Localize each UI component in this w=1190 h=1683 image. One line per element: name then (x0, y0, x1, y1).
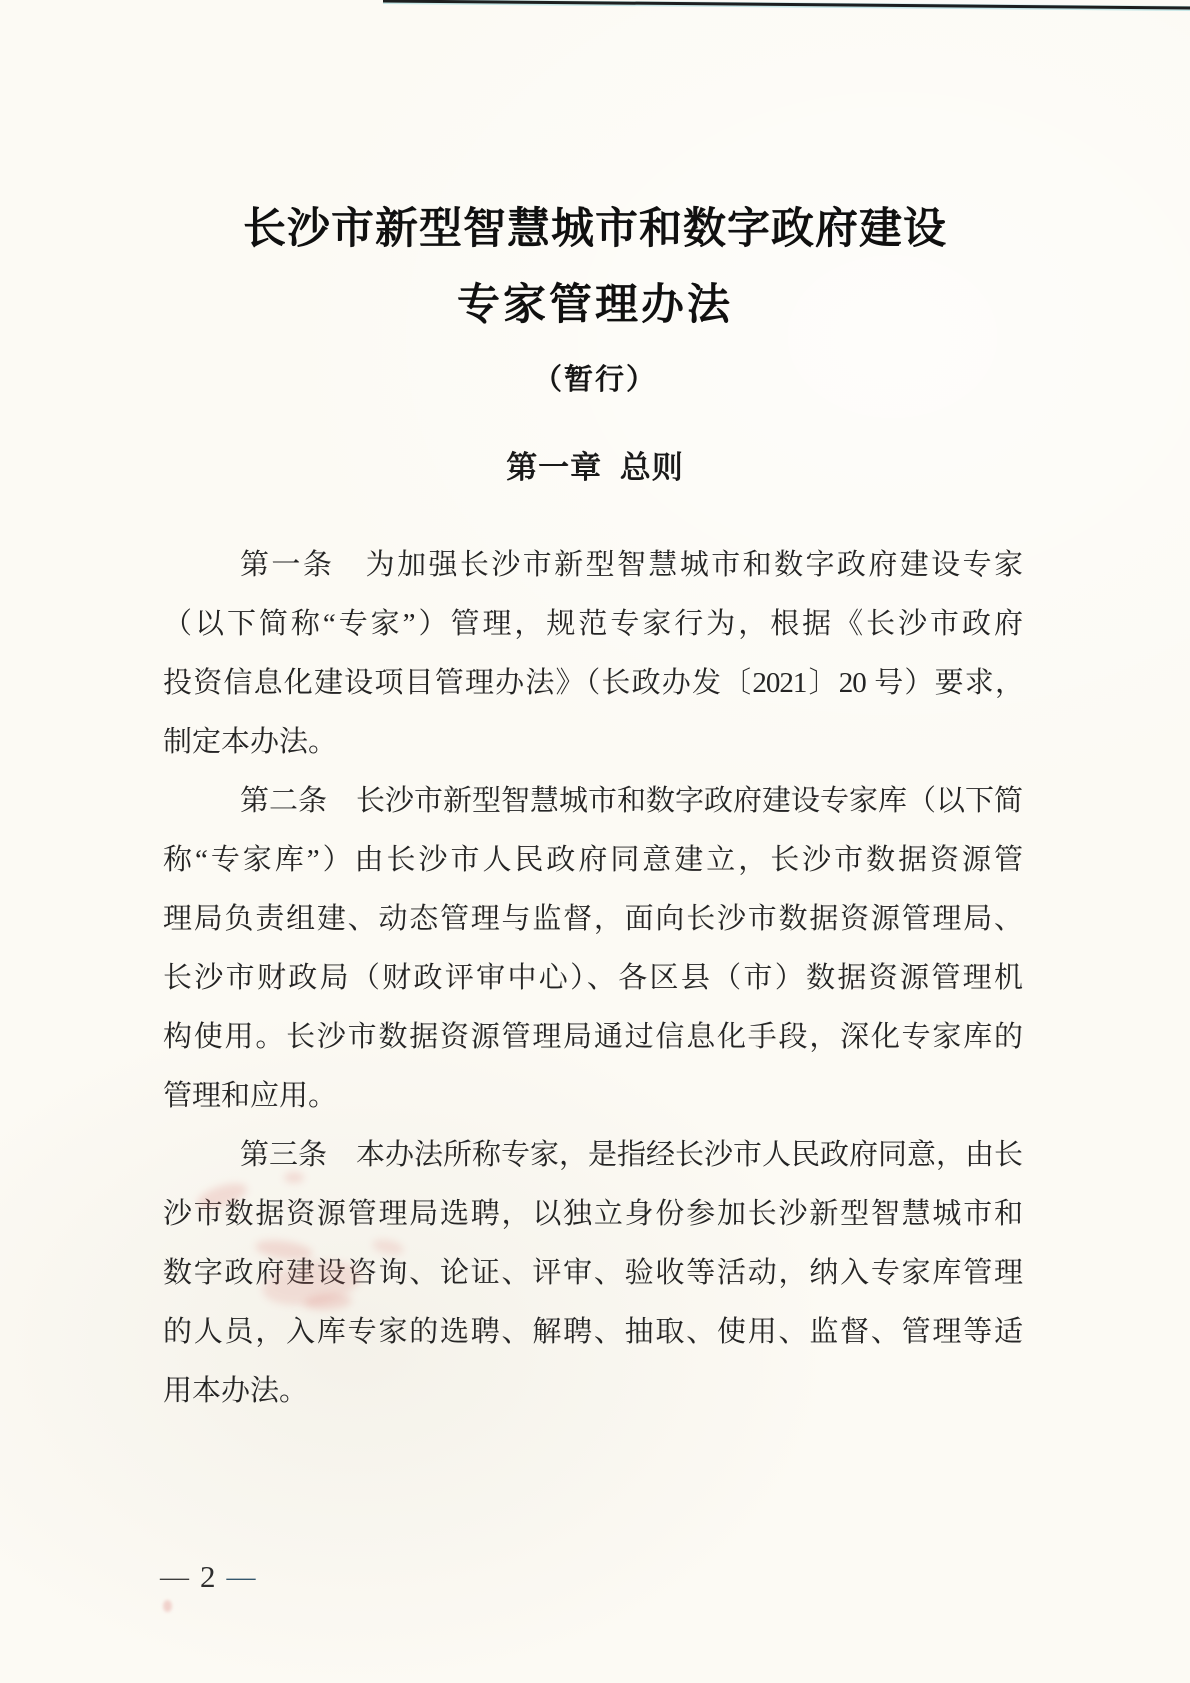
body-line: 第二条 长沙市新型智慧城市和数字政府建设专家库（以下简 (240, 785, 1023, 817)
document-title-line-1: 长沙市新型智慧城市和数字政府建设 (243, 206, 947, 253)
chapter-heading: 第一章 总则 (506, 450, 684, 485)
body-line: 的人员，入库专家的选聘、解聘、抽取、使用、监督、管理等适 (163, 1316, 1023, 1348)
page-number-value: 2 (200, 1559, 216, 1594)
body-line: 管理和应用。 (163, 1080, 338, 1112)
body-line: （以下简称“专家”）管理，规范专家行为，根据《长沙市政府 (163, 608, 1023, 640)
body-line: 长沙市财政局（财政评审中心）、各区县（市）数据资源管理机 (163, 962, 1023, 994)
scan-artifact-line (0, 0, 1190, 16)
body-line: 制定本办法。 (163, 726, 338, 758)
body-line: 第一条 为加强长沙市新型智慧城市和数字政府建设专家 (240, 549, 1023, 581)
body-line: 称“专家库”）由长沙市人民政府同意建立，长沙市数据资源管 (163, 844, 1023, 876)
page-number-dash-left: — (160, 1561, 189, 1593)
body-line: 投资信息化建设项目管理办法》（长政办发〔2021〕20 号）要求， (163, 667, 1023, 699)
body-line: 第三条 本办法所称专家，是指经长沙市人民政府同意，由长 (240, 1139, 1023, 1171)
document-subtitle: （暂行） (532, 364, 657, 396)
page-number-dash-right: — (226, 1561, 256, 1593)
document-title-line-2: 专家管理办法 (457, 282, 733, 329)
body-line: 构使用。长沙市数据资源管理局通过信息化手段，深化专家库的 (163, 1021, 1023, 1053)
page-number (160, 1560, 256, 1594)
body-line: 理局负责组建、动态管理与监督，面向长沙市数据资源管理局、 (163, 903, 1023, 935)
ink-bleed-mark (163, 1600, 172, 1612)
body-line: 沙市数据资源管理局选聘，以独立身份参加长沙新型智慧城市和 (163, 1198, 1023, 1230)
ink-bleed-mark (284, 1172, 304, 1183)
body-line: 用本办法。 (163, 1375, 309, 1407)
body-line: 数字政府建设咨询、论证、评审、验收等活动，纳入专家库管理 (163, 1257, 1023, 1289)
